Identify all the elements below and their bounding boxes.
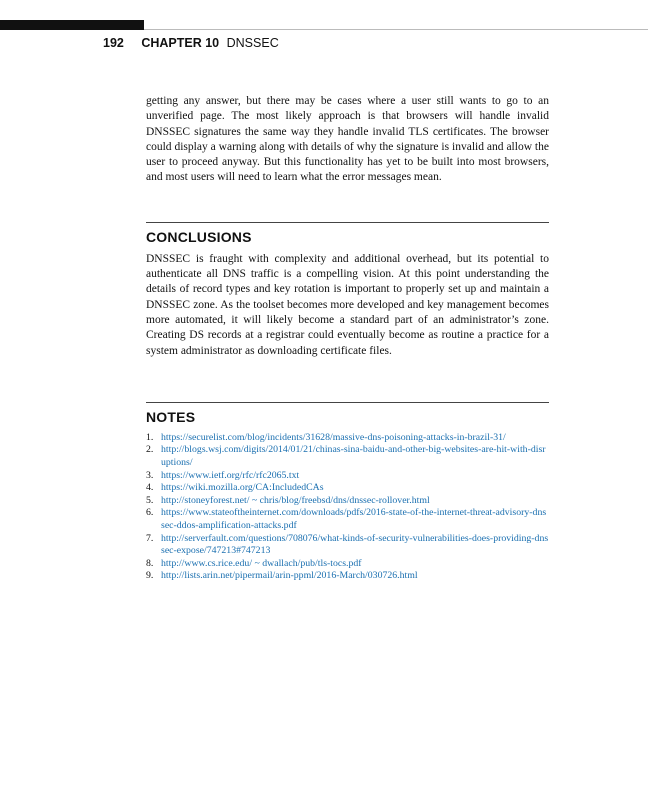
note-number: 4.: [146, 482, 154, 494]
note-link[interactable]: http://www.cs.rice.edu/ ~ dwallach/pub/tls-tocs.pdf: [161, 557, 362, 569]
note-item: [146, 558, 549, 571]
note-number: 8.: [146, 557, 154, 569]
note-link[interactable]: https://wiki.mozilla.org/CA:IncludedCAs: [161, 482, 324, 494]
note-item: [146, 533, 549, 558]
page-number: 192: [103, 36, 124, 50]
header-rule: [144, 29, 648, 30]
note-item: [146, 444, 549, 469]
note-number: 1.: [146, 431, 154, 443]
notes-rule: [146, 402, 549, 403]
note-link[interactable]: https://www.stateoftheinternet.com/downloads/pdfs/2016-state-of-the-internet-threat-advisory-dnssec-ddos-amplification-attacks.pdf: [161, 507, 547, 532]
note-link[interactable]: http://serverfault.com/questions/708076/what-kinds-of-security-vulnerabilities-does-providing-dnssec-expose/747213#747213: [161, 532, 549, 557]
notes-list: [146, 432, 549, 583]
note-link[interactable]: http://blogs.wsj.com/digits/2014/01/21/chinas-sina-baidu-and-other-big-websites-are-hit-with-disruptions/: [161, 444, 546, 469]
conclusions-paragraph: DNSSEC is fraught with complexity and additional overhead, but its potential to authenticate all DNS traffic is a compelling vision. At this point understanding the details of record types and key rotation is important to properly set up and maintain a DNSSEC zone. As the toolset becomes more developed and key management becomes more automated, it will likely become a standard part of an administrator’s zone. Creating DS records at a registrar could eventually become as routine a practice for a system administrator as downloading certificate files.: [146, 252, 549, 357]
page-body: [146, 94, 549, 583]
conclusions-heading: CONCLUSIONS: [146, 228, 252, 245]
note-link[interactable]: http://lists.arin.net/pipermail/arin-ppml/2016-March/030726.html: [161, 570, 418, 582]
note-link[interactable]: https://securelist.com/blog/incidents/31628/massive-dns-poisoning-attacks-in-brazil-31/: [161, 431, 506, 443]
conclusions-rule: [146, 222, 549, 223]
note-item: [146, 495, 549, 508]
chapter-label: CHAPTER 10: [141, 36, 220, 50]
note-number: 5.: [146, 494, 154, 506]
note-item: [146, 432, 549, 445]
note-number: 7.: [146, 532, 154, 544]
note-link[interactable]: https://www.ietf.org/rfc/rfc2065.txt: [161, 469, 300, 481]
header-bar: [0, 20, 144, 30]
note-number: 9.: [146, 570, 154, 582]
note-number: 6.: [146, 507, 154, 519]
chapter-title: DNSSEC: [226, 36, 279, 50]
note-link[interactable]: http://stoneyforest.net/ ~ chris/blog/freebsd/dns/dnssec-rollover.html: [161, 494, 430, 506]
note-number: 3.: [146, 469, 154, 481]
note-number: 2.: [146, 444, 154, 456]
running-head: [103, 36, 279, 50]
note-item: [146, 507, 549, 532]
intro-paragraph: getting any answer, but there may be cases where a user still wants to go to an unverified page. The most likely approach is that browsers will handle invalid DNSSEC signatures the same way they handle invalid TLS certificates. The browser could display a warning along with details of why the signature is invalid and allow the user to proceed anyway. But this functionality has yet to be built into most browsers, and most users will need to learn what the error messages mean.: [146, 95, 549, 184]
note-item: [146, 482, 549, 495]
notes-heading: NOTES: [146, 408, 196, 425]
note-item: [146, 570, 549, 583]
note-item: [146, 470, 549, 483]
